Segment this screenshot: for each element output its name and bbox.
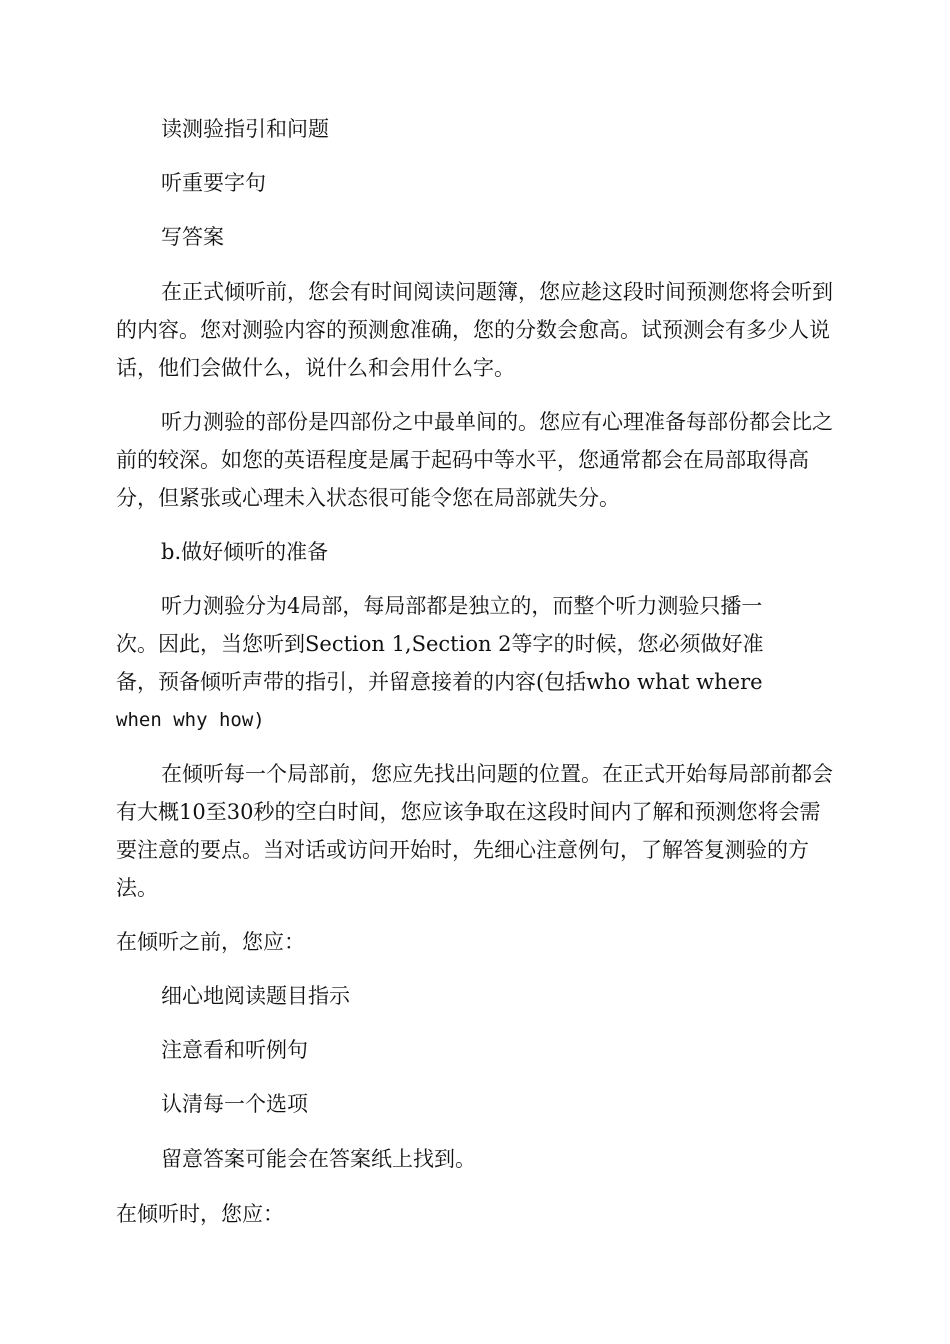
- list-item-read-instructions: 细心地阅读题目指示: [161, 984, 350, 1008]
- paragraph-locate-questions: 在倾听每一个局部前，您应先找出问题的位置。在正式开始每局部前都会有大概10至30秒的空白时间，您应该争取在这段时间内了解和预测您将会需要注意的要点。当对话或访问开始时，先细心注意例句，了解答复测验的方法。: [116, 762, 833, 900]
- paragraph-sections-line-2: 次。因此，当您听到Section 1,Section 2等字的时候，您必须做好准: [116, 632, 764, 656]
- paragraph-sections-line-1: 听力测验分为4局部，每局部都是独立的，而整个听力测验只播一: [161, 594, 763, 618]
- heading-while-listening: 在倾听时，您应：: [116, 1202, 284, 1226]
- step-listen-key-phrases: 听重要字句: [161, 171, 266, 195]
- paragraph-prediction: 在正式倾听前，您会有时间阅读问题簿，您应趁这段时间预测您将会听到的内容。您对测验内容的预测愈准确，您的分数会愈高。试预测会有多少人说话，他们会做什么，说什么和会用什么字。: [116, 280, 833, 380]
- step-read-instructions: 读测验指引和问题: [161, 117, 329, 141]
- paragraph-difficulty: 听力测验的部份是四部份之中最单间的。您应有心理准备每部份都会比之前的较深。如您的英语程度是属于起码中等水平，您通常都会在局部取得高分，但紧张或心理未入状态很可能令您在局部就失分。: [116, 410, 833, 510]
- heading-prepare-listening: b.做好倾听的准备: [161, 540, 329, 564]
- paragraph-sections-line-4: when why how): [116, 709, 265, 731]
- list-item-watch-examples: 注意看和听例句: [161, 1038, 308, 1062]
- list-item-answer-sheet: 留意答案可能会在答案纸上找到。: [161, 1147, 476, 1171]
- step-write-answers: 写答案: [161, 225, 224, 249]
- paragraph-sections-line-3: 备，预备倾听声带的指引，并留意接着的内容(包括who what where: [116, 670, 763, 694]
- heading-before-listening: 在倾听之前，您应：: [116, 930, 305, 954]
- list-item-know-options: 认清每一个选项: [161, 1092, 308, 1116]
